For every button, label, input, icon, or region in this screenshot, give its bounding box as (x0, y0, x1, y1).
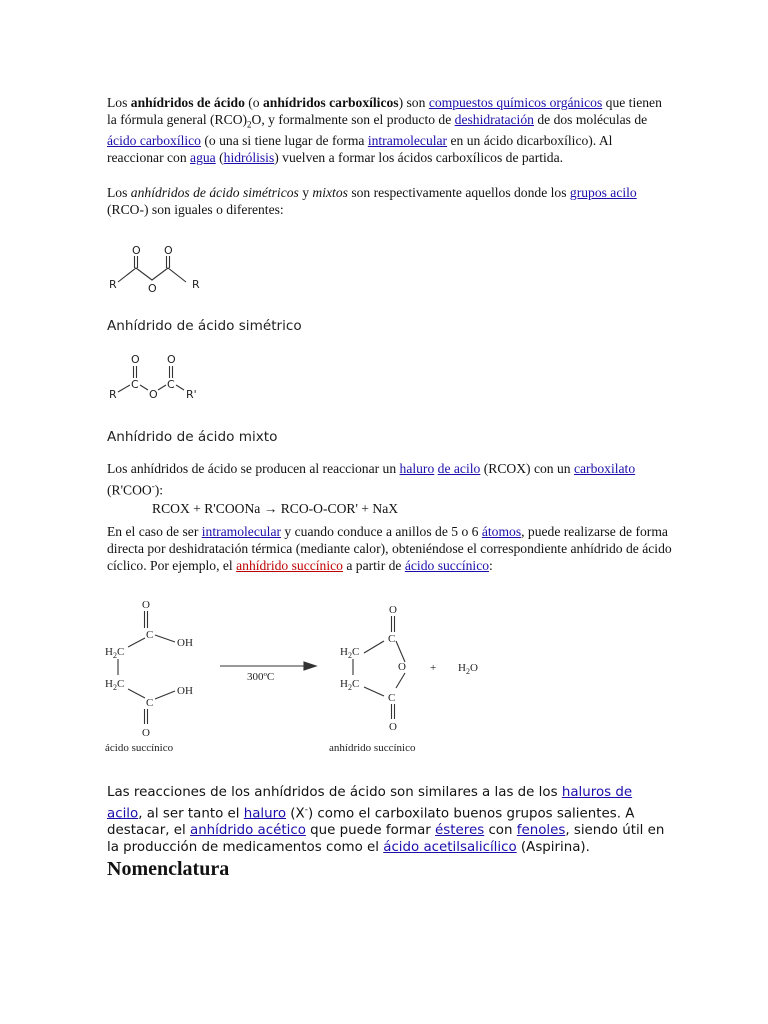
link-acido-succinico[interactable]: ácido succínico (404, 557, 490, 573)
r-right-label: R' (186, 388, 197, 401)
o-bottom: O (389, 721, 397, 733)
mixed-anhydride-structure (104, 352, 214, 404)
text: Las reacciones de los anhídridos de ácido son similares a las de los (107, 785, 562, 800)
r-right-label: R (192, 278, 200, 291)
text: , puede realizarse de forma directa por deshidratación térmica (mediante calor), obteniéndose el correspondiente anhídrido de ácido cíclico. Por ejemplo, el (107, 524, 672, 573)
term-anhidridos-carboxilicos: anhídridos carboxílicos (263, 95, 399, 110)
skeleton-bonds (118, 268, 186, 282)
link-haluros-de-acilo[interactable]: haluros de acilo (107, 785, 633, 822)
superscript: - (304, 804, 308, 815)
link-carboxilato[interactable]: carboxilato (573, 461, 636, 476)
link-anhidrido-acetico[interactable]: anhídrido acético (189, 823, 306, 839)
c-top: C (388, 633, 396, 645)
link-deshidratacion[interactable]: deshidratación (454, 111, 534, 127)
o-bottom: O (142, 727, 150, 739)
carbon-label-left: C (131, 378, 139, 391)
c-top: C (146, 629, 154, 641)
h2c-bottom-label: $H_2C$ (340, 678, 360, 692)
link-hidrolisis[interactable]: hidrólisis (223, 150, 275, 166)
succinic-reaction-diagram (100, 595, 500, 760)
oh-bottom: OH (177, 685, 193, 697)
text: que tienen la fórmula general (RCO) (107, 95, 662, 127)
water-label: $H_2O$ (458, 662, 478, 676)
caption-symmetric: Anhídrido de ácido simétrico (107, 318, 302, 334)
caption-mixed: Anhídrido de ácido mixto (107, 429, 278, 445)
text: son respectivamente aquellos donde los (347, 185, 570, 200)
o-top: O (142, 599, 150, 611)
oxygen-label-left: O (131, 353, 140, 366)
text: (X (286, 806, 305, 822)
text: (RCO-) son iguales o diferentes: (107, 201, 284, 217)
section-heading-nomenclatura: Nomenclatura (107, 858, 230, 880)
term-anhidridos-de-acido: anhídridos de ácido (130, 95, 245, 110)
bond-c1-o (140, 385, 148, 390)
text: En el caso de ser (107, 524, 202, 539)
link-fenoles[interactable]: fenoles (516, 823, 566, 839)
text: que puede formar (305, 823, 436, 839)
r-left-label: R (109, 278, 117, 291)
link-compuestos-quimicos-organicos[interactable]: compuestos químicos orgánicos (428, 95, 603, 110)
text: Los (107, 95, 131, 110)
link-anhidrido-succinico[interactable]: anhídrido succínico (236, 557, 343, 573)
text: a partir de (342, 557, 405, 573)
text: , siendo útil en la producción de medicamentos como el (107, 823, 665, 855)
term-mixtos: mixtos (312, 185, 348, 200)
bond-o-c2 (158, 385, 166, 390)
link-esteres[interactable]: ésteres (435, 823, 485, 839)
text: con (484, 823, 517, 839)
link-atomos[interactable]: átomos (481, 524, 522, 539)
text: (R'COO (107, 482, 152, 498)
text: de dos moléculas de (533, 111, 648, 127)
plus-sign: + (430, 662, 437, 674)
o-top: O (389, 604, 397, 616)
oxygen-label-right: O (167, 353, 176, 366)
text: : (489, 557, 493, 573)
label-reactant: ácido succínico (105, 742, 174, 754)
text: y (298, 185, 313, 200)
oh-top: OH (177, 637, 193, 649)
bond-r-c1 (118, 385, 130, 392)
subscript: 2 (247, 119, 252, 130)
superscript: - (151, 480, 155, 491)
text: en un ácido dicarboxílico). Al reaccionar con (107, 133, 613, 166)
link-agua[interactable]: agua (190, 150, 216, 166)
r-left-label: R (109, 388, 117, 401)
oxygen-label-left: O (132, 244, 141, 257)
text: ): (154, 482, 164, 498)
link-haluro[interactable]: haluro (399, 461, 435, 476)
text: ( (215, 150, 224, 166)
production-paragraph (107, 461, 672, 499)
oxygen-bridge-label: O (149, 388, 158, 401)
text: (Aspirina). (516, 839, 590, 855)
link-haluro[interactable]: haluro (243, 806, 287, 822)
text: Los (107, 185, 131, 200)
h2c-top-label: $H_2C$ (105, 646, 125, 660)
oxygen-label-right: O (164, 244, 173, 257)
text: y cuando conduce a anillos de 5 o 6 (281, 524, 482, 539)
o-ring: O (398, 661, 406, 673)
label-product: anhídrido succínico (329, 742, 416, 754)
text: ) son (398, 95, 429, 110)
equation: RCOX + R'COONa → RCO-O-COR' + NaX (152, 501, 399, 516)
link-acido-carboxilico[interactable]: ácido carboxílico (107, 133, 201, 149)
types-paragraph (107, 185, 672, 219)
text: (o (244, 95, 263, 110)
link-grupos-acilo[interactable]: grupos acilo (569, 185, 637, 200)
text: O, y formalmente son el producto de (251, 111, 455, 127)
link-intramolecular[interactable]: intramolecular (201, 524, 282, 539)
h2c-bottom-label: $H_2C$ (105, 678, 125, 692)
reaction-arrow-head (304, 662, 316, 670)
temperature-label: 300ºC (247, 671, 275, 683)
intro-paragraph (107, 95, 672, 167)
text: ) como el carboxilato buenos grupos salientes. A destacar, el (107, 806, 635, 839)
c-bottom: C (388, 692, 396, 704)
text: ) vuelven a formar los ácidos carboxílicos de partida. (274, 150, 564, 166)
text: (o una si tiene lugar de forma (200, 133, 368, 149)
intramolecular-paragraph (107, 524, 672, 574)
succinic-acid-structure (105, 599, 193, 739)
text: (RCOX) con un (480, 461, 574, 476)
carbon-label-right: C (167, 378, 175, 391)
bond-c2-r (176, 385, 184, 390)
oxygen-bridge-label: O (148, 282, 157, 295)
c-bottom: C (146, 697, 154, 709)
link-intramolecular[interactable]: intramolecular (367, 133, 448, 149)
reactions-paragraph (107, 785, 669, 857)
symmetric-anhydride-structure (104, 244, 214, 300)
succinic-anhydride-structure (340, 604, 406, 733)
term-simetricos: anhídridos de ácido simétricos (130, 185, 299, 200)
text: Los anhídridos de ácido se producen al reaccionar un (107, 461, 400, 476)
link-de-acilo[interactable]: de acilo (437, 461, 481, 476)
link-acido-acetilsalicilico[interactable]: ácido acetilsalicílico (383, 839, 517, 855)
h2c-top-label: $H_2C$ (340, 646, 360, 660)
text: , al ser tanto el (138, 806, 244, 822)
